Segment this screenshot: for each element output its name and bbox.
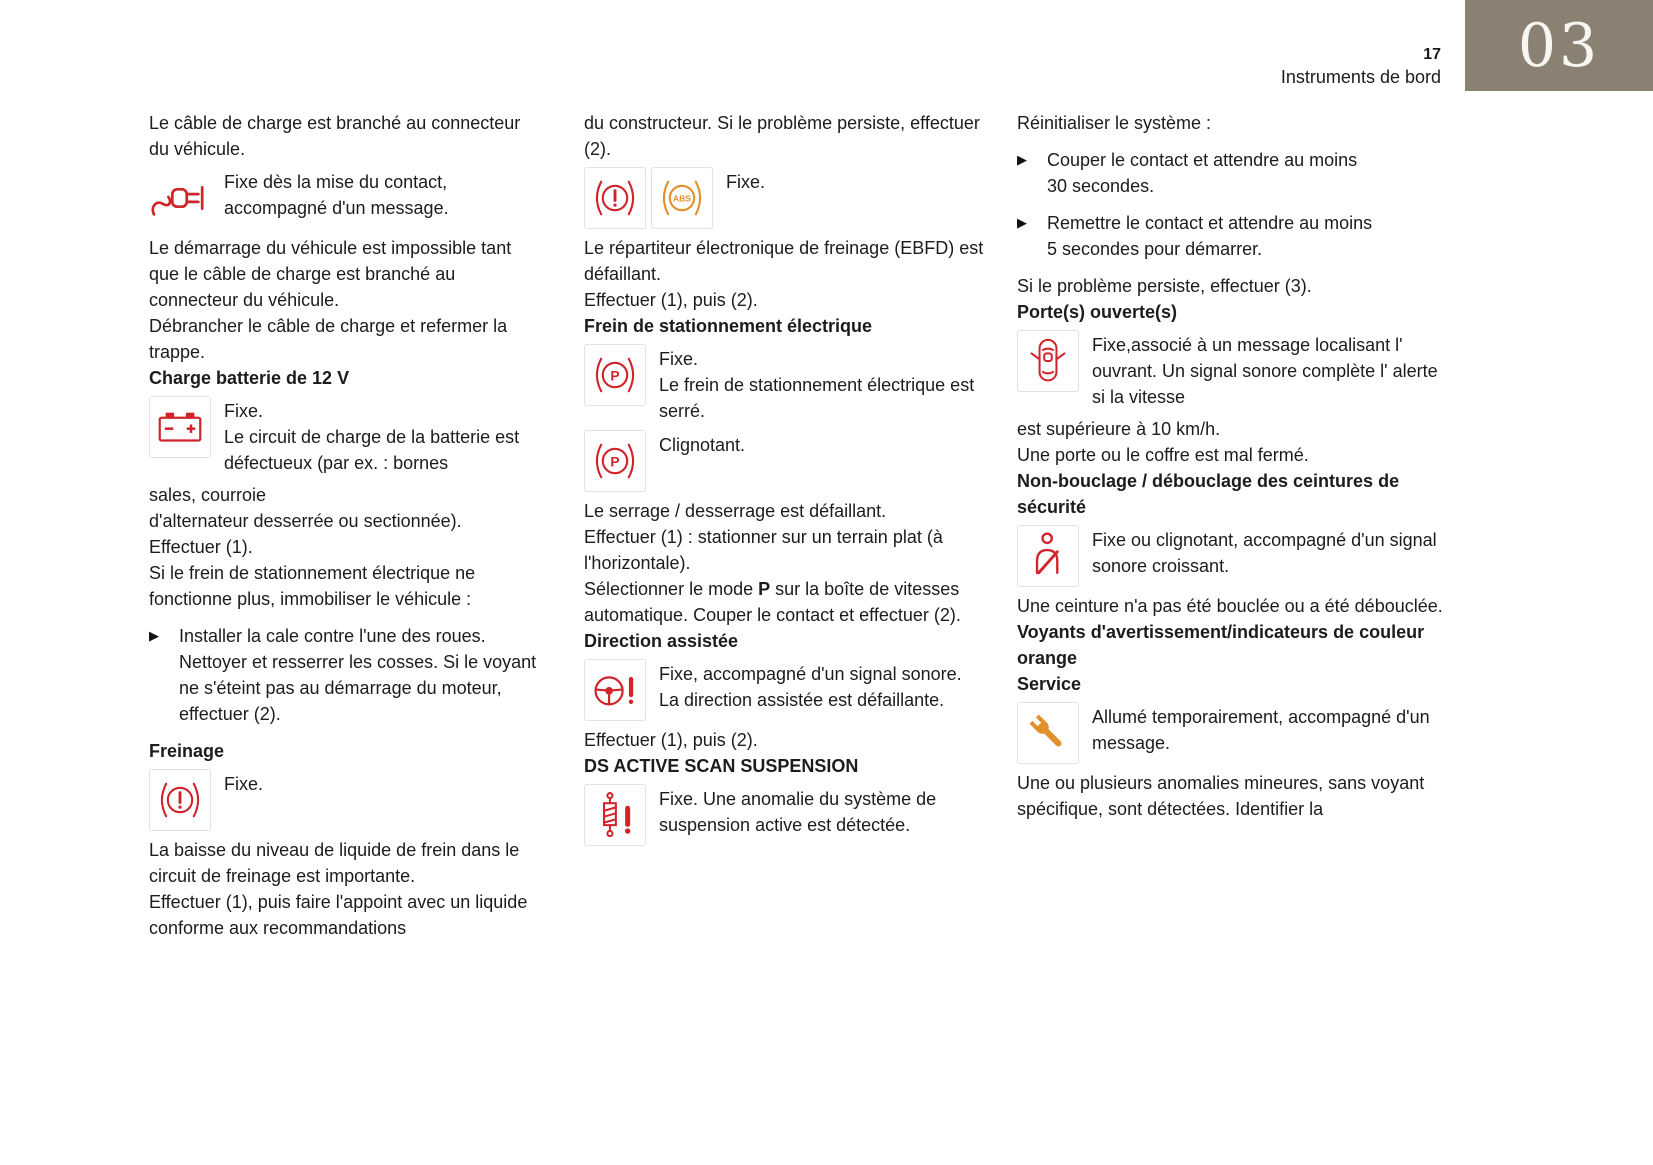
heading-ceintures: Non-bouclage / débouclage des ceintures de sécurité [1017,471,1400,517]
warning-lamp-row [584,430,984,492]
abs-icon [651,167,713,229]
arrow-bullet-icon: ▶ [149,628,159,643]
instruction-bullet [149,623,542,727]
paragraph: Le démarrage du véhicule est impossible tant que le câble de charge est branché au connecteur du véhicule. [149,238,512,310]
suspension-icon [584,784,646,846]
paragraph: La baisse du niveau de liquide de frein dans le circuit de freinage est importante. [149,840,520,886]
paragraph: Si le problème persiste, effectuer (3). [1017,276,1312,296]
caption-line: Fixe. [659,349,699,369]
warning-lamp-row [1017,702,1449,764]
lamp-caption: Fixe,associé à un message localisant l' ouvrant. Un signal sonore complète l' alerte si la vitesse [1092,335,1438,407]
lamp-caption: Fixe. [224,774,264,794]
paragraph: Effectuer (1), puis (2). [584,290,758,310]
paragraph: d'alternateur desserrée ou sectionnée). [149,511,462,531]
paragraph: Le répartiteur électronique de freinage (EBFD) est défaillant. [584,238,984,284]
text-run: sur la boîte de vitesses automatique. Couper le contact et effectuer (2). [584,579,961,625]
parking-brake-icon [584,344,646,406]
lamp-caption: Allumé temporairement, accompagné d'un message. [1092,707,1430,753]
warning-lamp-row [584,167,984,229]
page-number: 17 [1423,46,1441,63]
page-header [1281,46,1441,88]
heading-freinage: Freinage [149,741,225,761]
paragraph: sales, courroie [149,485,267,505]
lamp-caption [224,167,449,221]
paragraph: Le serrage / desserrage est défaillant. [584,501,887,521]
chapter-tab [1465,0,1653,91]
warning-lamp-row [149,396,542,476]
brake-warning-icon [584,167,646,229]
paragraph: Effectuer (1) : stationner sur un terrain plat (à l'horizontale). [584,527,943,573]
caption-line: Fixe dès la mise du contact, [224,172,448,192]
lamp-pair [584,167,713,229]
bullet-text: Couper le contact et attendre au moins 30 secondes. [1047,150,1358,196]
heading-direction-assistee: Direction assistée [584,631,739,651]
paragraph: Si le frein de stationnement électrique ne fonctionne plus, immobiliser le véhicule : [149,563,476,609]
caption-line: accompagné d'un message. [224,198,449,218]
paragraph: Effectuer (1). [149,537,253,557]
service-wrench-icon [1017,702,1079,764]
warning-lamp-row [584,344,984,424]
column-1 [149,110,542,941]
paragraph: est supérieure à 10 km/h. [1017,419,1221,439]
arrow-bullet-icon: ▶ [1017,215,1027,230]
power-steering-icon [584,659,646,721]
battery-charge-icon [149,396,211,458]
heading-portes-ouvertes: Porte(s) ouverte(s) [1017,302,1178,322]
paragraph: Effectuer (1), puis faire l'appoint avec un liquide conforme aux recommandations [149,892,528,938]
warning-lamp-row [1017,525,1449,587]
paragraph: Débrancher le câble de charge et refermer la trappe. [149,316,508,362]
paragraph: Réinitialiser le système : [1017,113,1212,133]
chapter-number: 03 [1517,10,1601,81]
column-2 [584,110,984,852]
svg-text:P: P [610,453,620,470]
brake-warning-icon [149,769,211,831]
paragraph: Une porte ou le coffre est mal fermé. [1017,445,1309,465]
lamp-caption [659,344,984,424]
heading-frein-stationnement: Frein de stationnement électrique [584,316,873,336]
column-3 [1017,110,1449,822]
caption-line: Le circuit de charge de la batterie est défectueux (par ex. : bornes [224,427,520,473]
paragraph: Une ou plusieurs anomalies mineures, sans voyant spécifique, sont détectées. Identifier la [1017,773,1425,819]
svg-text:ABS: ABS [673,193,691,204]
lamp-caption: Fixe. [726,172,766,192]
warning-lamp-row [149,167,542,229]
lamp-caption: Clignotant. [659,435,746,455]
bullet-text: Remettre le contact et attendre au moins 5 secondes pour démarrer. [1047,213,1373,259]
paragraph: Effectuer (1), puis (2). [584,730,758,750]
text-run: Sélectionner le mode [584,579,759,599]
door-open-icon [1017,330,1079,392]
warning-lamp-row [584,784,984,846]
paragraph: Le câble de charge est branché au connecteur du véhicule. [149,113,521,159]
warning-lamp-row [584,659,984,721]
parking-brake-icon [584,430,646,492]
text-run-bold: P [758,579,771,599]
heading-suspension: DS ACTIVE SCAN SUSPENSION [584,756,859,776]
heading-voyants-orange: Voyants d'avertissement/indicateurs de couleur orange [1017,622,1425,668]
bullet-text: Installer la cale contre l'une des roues. Nettoyer et resserrer les cosses. Si le voyant ne s'éteint pas au démarrage du moteur, effectuer (2). [179,626,537,724]
section-title: Instruments de bord [1280,67,1441,87]
paragraph: Une ceinture n'a pas été bouclée ou a été débouclée. [1017,596,1443,616]
charging-cable-icon [149,167,211,229]
paragraph [584,576,984,628]
warning-lamp-row [1017,330,1449,410]
paragraph: du constructeur. Si le problème persiste, effectuer (2). [584,113,980,159]
seatbelt-icon [1017,525,1079,587]
heading-service: Service [1017,674,1082,694]
warning-lamp-row [149,769,542,831]
instruction-bullet [1017,210,1449,262]
lamp-caption: Fixe. Une anomalie du système de suspension active est détectée. [659,789,937,835]
heading-charge-batterie: Charge batterie de 12 V [149,368,350,388]
lamp-caption: Fixe, accompagné d'un signal sonore. La direction assistée est défaillante. [659,664,962,710]
lamp-caption [224,396,542,476]
lamp-caption: Fixe ou clignotant, accompagné d'un signal sonore croissant. [1092,530,1437,576]
caption-line: Fixe. [224,401,264,421]
instruction-bullet [1017,147,1449,199]
arrow-bullet-icon: ▶ [1017,152,1027,167]
svg-text:P: P [610,367,620,384]
caption-line: Le frein de stationnement électrique est serré. [659,375,975,421]
